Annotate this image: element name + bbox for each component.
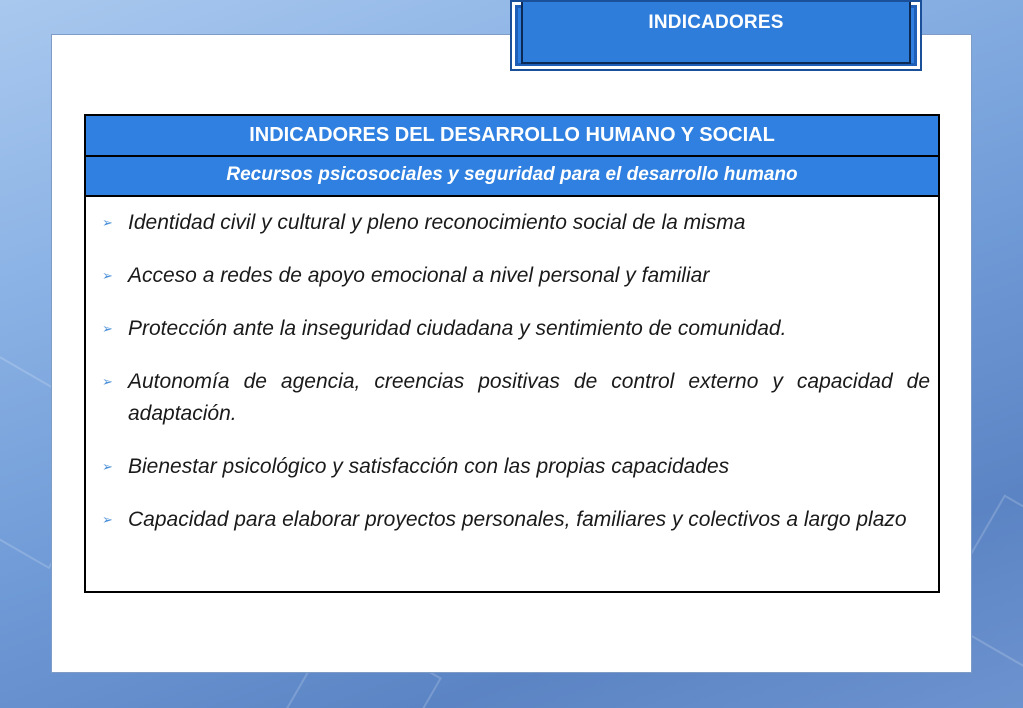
chevron-right-icon: ➢ bbox=[102, 512, 113, 527]
list-item-text: Acceso a redes de apoyo emocional a nivel personal y familiar bbox=[128, 264, 710, 287]
list-item-text: Protección ante la inseguridad ciudadana y sentimiento de comunidad. bbox=[128, 317, 787, 340]
list-item bbox=[102, 504, 930, 536]
list-item bbox=[102, 313, 930, 345]
table-subheader: Recursos psicosociales y seguridad para el desarrollo humano bbox=[86, 157, 938, 197]
list-item-text: Capacidad para elaborar proyectos personales, familiares y colectivos a largo plazo bbox=[128, 508, 907, 531]
indicator-list bbox=[86, 197, 938, 536]
slide-title-box bbox=[521, 2, 911, 64]
list-item-text: Identidad civil y cultural y pleno reconocimiento social de la misma bbox=[128, 211, 746, 234]
indicators-table bbox=[84, 114, 940, 593]
slide-title: INDICADORES bbox=[648, 12, 784, 33]
slide-title-tab bbox=[510, 0, 922, 71]
list-item bbox=[102, 366, 930, 430]
list-item bbox=[102, 207, 930, 239]
chevron-right-icon: ➢ bbox=[102, 215, 113, 230]
chevron-right-icon: ➢ bbox=[102, 321, 113, 336]
list-item-text: Bienestar psicológico y satisfacción con las propias capacidades bbox=[128, 455, 730, 478]
chevron-right-icon: ➢ bbox=[102, 268, 113, 283]
table-header: INDICADORES DEL DESARROLLO HUMANO Y SOCIAL bbox=[86, 116, 938, 157]
chevron-right-icon: ➢ bbox=[102, 459, 113, 474]
chevron-right-icon: ➢ bbox=[102, 374, 113, 389]
list-item bbox=[102, 260, 930, 292]
list-item-text: Autonomía de agencia, creencias positivas de control externo y capacidad de adaptación. bbox=[128, 370, 930, 425]
list-item bbox=[102, 451, 930, 483]
